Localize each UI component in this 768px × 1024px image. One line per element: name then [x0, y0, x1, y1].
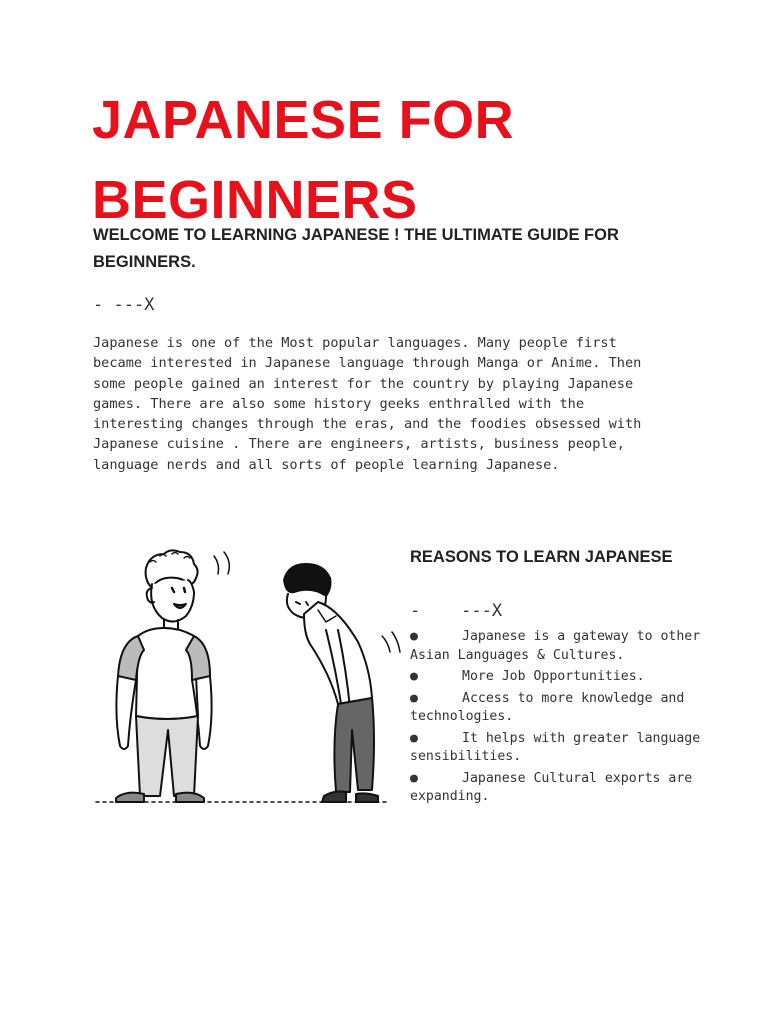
- standing-person-figure: [116, 550, 229, 802]
- title-line-1: JAPANESE FOR: [92, 90, 515, 150]
- list-item: [410, 690, 710, 727]
- bullet-icon: ●: [410, 669, 418, 684]
- reason-text: Japanese is a gateway to other Asian Languages & Cultures.: [410, 629, 701, 663]
- section-divider: - ---X: [93, 295, 155, 315]
- subtitle: WELCOME TO LEARNING JAPANESE ! THE ULTIMATE GUIDE FOR BEGINNERS.: [93, 226, 619, 271]
- bullet-icon: ●: [410, 770, 418, 786]
- bowing-person-figure: [284, 564, 400, 802]
- bullet-icon: ●: [410, 629, 418, 644]
- reason-text: More Job Opportunities.: [462, 669, 645, 684]
- reasons-heading: REASONS TO LEARN JAPANESE: [410, 548, 673, 566]
- page-title: [92, 80, 692, 240]
- reason-text: It helps with greater language sensibilities.: [410, 730, 701, 764]
- title-line-2: BEGINNERS: [92, 170, 418, 230]
- reasons-list: [410, 628, 710, 810]
- bullet-icon: ●: [410, 730, 418, 746]
- list-item: [410, 770, 710, 807]
- intro-paragraph: Japanese is one of the Most popular languages. Many people first became interested in Japanese language through Manga or Anime. Then some people gained an interest for the country by playing Japanese games. There are also some history geeks enthralled with the interesting changes through the eras, and the foodies obsessed with Japanese cuisine . There are engineers, artists, business people, language nerds and all sorts of people learning Japanese.: [93, 335, 642, 473]
- reason-text: Japanese Cultural exports are expanding.: [410, 770, 693, 804]
- reasons-divider: - ---X: [410, 601, 503, 621]
- bowing-people-illustration: [86, 540, 406, 820]
- list-item: [410, 668, 710, 687]
- list-item: [410, 628, 710, 665]
- list-item: [410, 730, 710, 767]
- bullet-icon: ●: [410, 690, 418, 706]
- reason-text: Access to more knowledge and technologies.: [410, 690, 685, 724]
